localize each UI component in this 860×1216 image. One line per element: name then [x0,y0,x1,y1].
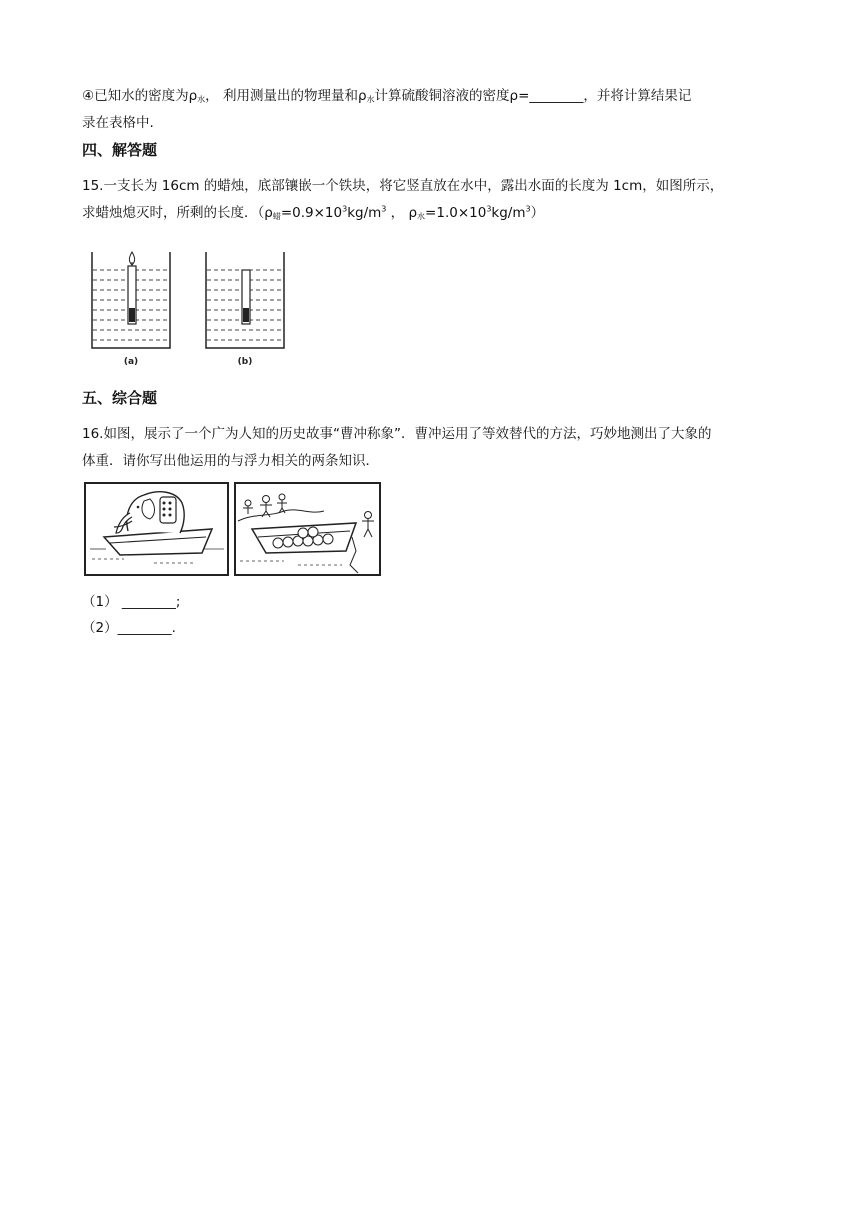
water-subscript: 水 [417,212,426,221]
exponent: 3 [342,204,348,214]
q15-text-f: kg/m [491,205,526,221]
stones-boat-panel [235,483,380,575]
exponent: 3 [486,204,492,214]
q15-line2 [82,203,544,227]
container-a [92,252,170,348]
container-b [206,252,284,348]
q14-step4-text-a: ④已知水的密度为ρ [82,88,198,104]
figure-label-a: (a) [123,357,139,367]
q15-text-d: ， ρ [386,205,418,221]
q16-answer-1: （1） ________; [82,594,181,610]
elephant-weighing-figure [84,481,382,577]
section5-title: 五、综合题 [82,389,158,407]
q16-line1: 16.如图，展示了一个广为人知的历史故事“曹冲称象”．曹冲运用了等效替代的方法，巧妙地测出了大象的 [82,426,712,442]
q15-text-a: 求蜡烛熄灭时，所剩的长度．（ρ [82,205,273,221]
q14-step4-text-c: 计算硫酸铜溶液的密度ρ=________，并将计算结果记 [374,88,692,104]
q14-step4-continuation: 录在表格中. [82,115,154,131]
q14-step4-line [82,86,691,110]
q14-step4-text-b: ， 利用测量出的物理量和ρ [205,88,367,104]
elephant-boat-panel [85,483,228,575]
exponent: 3 [525,204,531,214]
q15-text-b: =0.9×10 [280,205,343,221]
q16-answer-2: （2）________. [82,620,176,636]
exponent: 3 [381,204,387,214]
q15-line1: 15.一支长为 16cm 的蜡烛，底部镶嵌一个铁块，将它竖直放在水中，露出水面的长度为 1cm，如图所示， [82,178,724,194]
candle-figure [86,248,286,370]
section4-title: 四、解答题 [82,141,158,159]
q15-text-c: kg/m [347,205,382,221]
wax-subscript: 蜡 [272,212,281,221]
water-subscript: 水 [197,95,206,104]
figure-label-b: (b) [237,357,253,367]
water-subscript-2: 水 [366,95,375,104]
q15-text-e: =1.0×10 [425,205,487,221]
q16-line2: 体重．请你写出他运用的与浮力相关的两条知识． [82,453,379,469]
q15-text-g: ） [530,205,545,221]
